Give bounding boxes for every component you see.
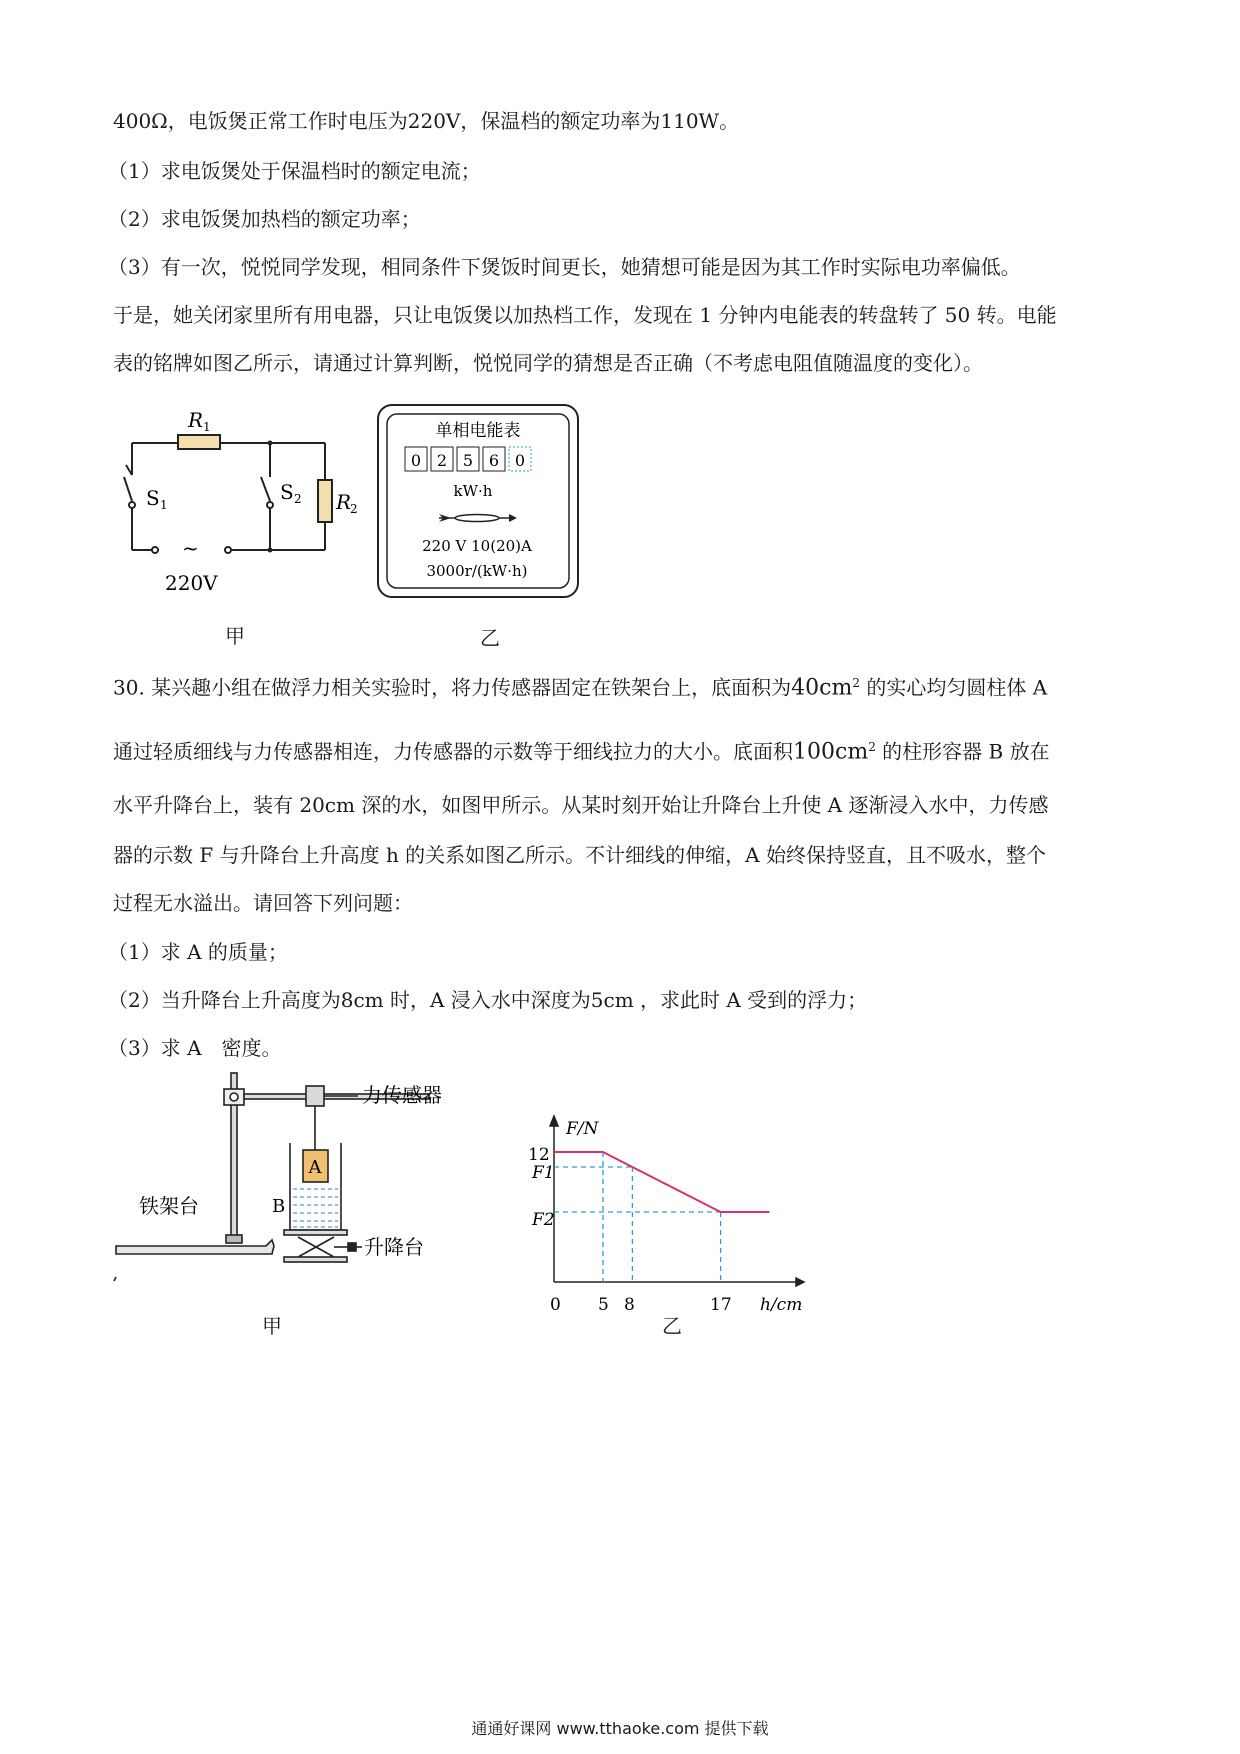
r2-sub: 2 [350,502,358,516]
q30-line1-text: 30. 某兴趣小组在做浮力相关实验时，将力传感器固定在铁架台上，底面积为 [113,675,792,700]
force-height-graph [520,1110,820,1320]
apparatus-caption: 甲 [262,1314,282,1338]
energy-meter [377,404,579,598]
f-h-series-line [554,1152,770,1212]
q30-line1 [113,670,1047,702]
y-tick-f2: F2 [532,1210,555,1230]
q29-sub3-c: 表的铭牌如图乙所示，请通过计算判断，悦悦同学的猜想是否正确（不考虑电阻值随温度的变化）。 [113,351,983,375]
q30-line4: 器的示数 F 与升降台上升高度 h 的关系如图乙所示。不计细线的伸缩，A 始终保持竖直，且不吸水，整个 [113,843,1046,867]
y-tick-12: 12 [528,1145,550,1165]
q30-line2 [113,734,1050,766]
q30-sub3: （3）求 A 密度。 [108,1036,282,1060]
q29-sub3-b: 于是，她关闭家里所有用电器，只让电饭煲以加热档工作，发现在 1 分钟内电能表的转盘转了 50 转。电能 [113,303,1057,327]
meter-digit-5: 0 [514,451,526,470]
lift-label: 升降台 [364,1235,424,1259]
meter-constant: 3000r/(kW·h) [426,562,528,580]
meter-digit-3: 5 [462,451,474,470]
q30-line1-end: 的实心均匀圆柱体 A [860,675,1048,700]
stand-label: 铁架台 [139,1194,199,1218]
q30-area-a-sup: 2 [852,676,860,690]
s1-sub: 1 [160,498,168,512]
r2-label: R [336,490,352,514]
q30-line5: 过程无水溢出。请回答下列问题： [113,891,413,915]
ac-source-symbol: ~ [182,536,199,560]
block-a-label: A [308,1157,322,1178]
q29-sub1: （1）求电饭煲处于保温档时的额定电流； [108,159,481,183]
r1-sub: 1 [203,420,211,434]
voltage-label: 220V [165,571,218,595]
q30-sub1: （1）求 A 的质量； [108,940,288,964]
circuit-diagram [110,405,358,595]
meter-unit: kW·h [453,482,493,500]
x-tick-5: 5 [598,1295,609,1315]
r1-label: R [188,408,204,432]
x-tick-8: 8 [624,1295,635,1315]
s2-sub: 2 [294,492,302,506]
q29-sub3-a: （3）有一次，悦悦同学发现，相同条件下煲饭时间更长，她猜想可能是因为其工作时实际电功率偏低。 [108,255,1021,279]
meter-title: 单相电能表 [435,421,521,441]
q30-line3: 水平升降台上，装有 20cm 深的水，如图甲所示。从某时刻开始让升降台上升使 A 逐渐浸入水中，力传感 [113,793,1049,817]
graph-caption: 乙 [662,1314,682,1338]
s2-label: S [280,480,294,504]
meter-caption: 乙 [480,626,500,650]
sensor-label: 力传感器 [362,1083,442,1107]
container-b-label: B [272,1196,286,1217]
meter-digit-2: 2 [436,451,448,470]
s1-label: S [146,486,160,510]
q30-sub2: （2）当升降台上升高度为8cm 时，A 浸入水中深度为5cm ，求此时 A 受到的浮力； [108,988,868,1012]
y-axis-label: F/N [566,1119,599,1139]
circuit-caption: 甲 [225,624,245,648]
q30-area-b: 100cm [793,739,869,765]
buoyancy-apparatus [112,1065,472,1265]
meter-digit-1: 0 [410,451,422,470]
x-tick-17: 17 [710,1295,732,1315]
q30-area-b-sup: 2 [868,740,876,754]
q30-line2-end: 的柱形容器 B 放在 [875,739,1050,764]
q30-area-a: 40cm [791,675,853,701]
page-footer: 通通好课网 www.tthaoke.com 提供下载 [471,1719,769,1738]
y-tick-f1: F1 [532,1163,555,1183]
x-axis-label: h/cm [760,1295,803,1315]
q30-line2-text: 通过轻质细线与力传感器相连，力传感器的示数等于细线拉力的大小。底面积 [113,739,793,764]
meter-rating: 220 V 10(20)A [422,537,532,555]
meter-digit-4: 6 [488,451,500,470]
x-tick-0: 0 [550,1295,561,1315]
q29-intro: 400Ω，电饭煲正常工作时电压为220V，保温档的额定功率为110W。 [113,109,740,133]
q29-sub2: （2）求电饭煲加热档的额定功率； [108,207,421,231]
